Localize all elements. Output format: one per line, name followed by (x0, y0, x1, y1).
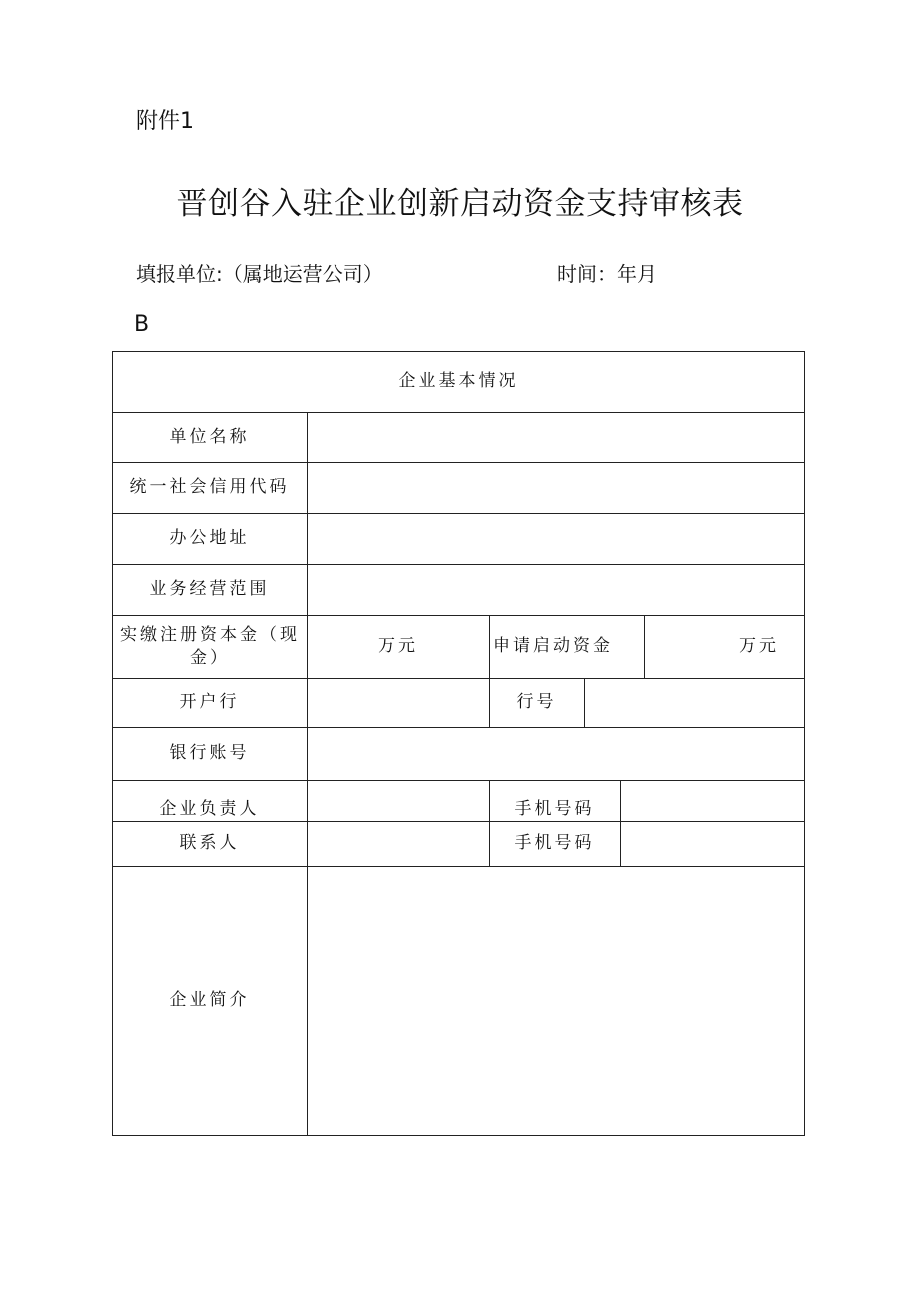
paid-capital-label: 实缴注册资本金（现金） (120, 624, 300, 668)
capital-unit: 万元 (378, 636, 418, 657)
contact-mobile-field[interactable] (621, 822, 804, 866)
company-name-label: 单位名称 (169, 426, 250, 447)
contact-field[interactable] (308, 822, 489, 866)
fund-unit: 万元 (739, 636, 779, 657)
page-title: 晋创谷入驻企业创新启动资金支持审核表 (176, 186, 744, 222)
company-intro-field[interactable] (308, 867, 804, 1135)
bank-number-field[interactable] (585, 679, 804, 727)
bank-field[interactable] (308, 679, 489, 727)
bank-account-label: 银行账号 (169, 743, 250, 764)
company-name-field[interactable] (308, 413, 804, 462)
bank-account-field[interactable] (308, 728, 804, 780)
apply-fund-label: 申请启动资金 (493, 636, 613, 657)
contact-label: 联系人 (179, 833, 240, 854)
contact-mobile-label: 手机号码 (514, 833, 595, 854)
reporting-unit-label: 填报单位:（属地运营公司） (136, 262, 383, 286)
credit-code-field[interactable] (308, 463, 804, 513)
leader-field[interactable] (308, 781, 489, 821)
leader-mobile-field[interactable] (621, 781, 804, 821)
bank-number-label: 行号 (516, 692, 557, 713)
company-intro-label: 企业简介 (169, 990, 250, 1011)
leader-mobile-label: 手机号码 (514, 799, 595, 820)
credit-code-label: 统一社会信用代码 (129, 477, 290, 498)
rule (804, 351, 805, 1136)
date-label: 时间：年月 (557, 262, 657, 286)
business-scope-field[interactable] (308, 565, 804, 615)
business-scope-label: 业务经营范围 (149, 579, 270, 600)
section-title: 企业基本情况 (398, 371, 519, 392)
attachment-label: 附件1 (136, 109, 194, 134)
enterprise-info-form (112, 351, 805, 1136)
form-mark: B (134, 312, 150, 337)
leader-label: 企业负责人 (159, 799, 260, 820)
bank-label: 开户行 (179, 692, 240, 713)
office-address-label: 办公地址 (169, 528, 250, 549)
rule (112, 1135, 805, 1136)
office-address-field[interactable] (308, 514, 804, 564)
